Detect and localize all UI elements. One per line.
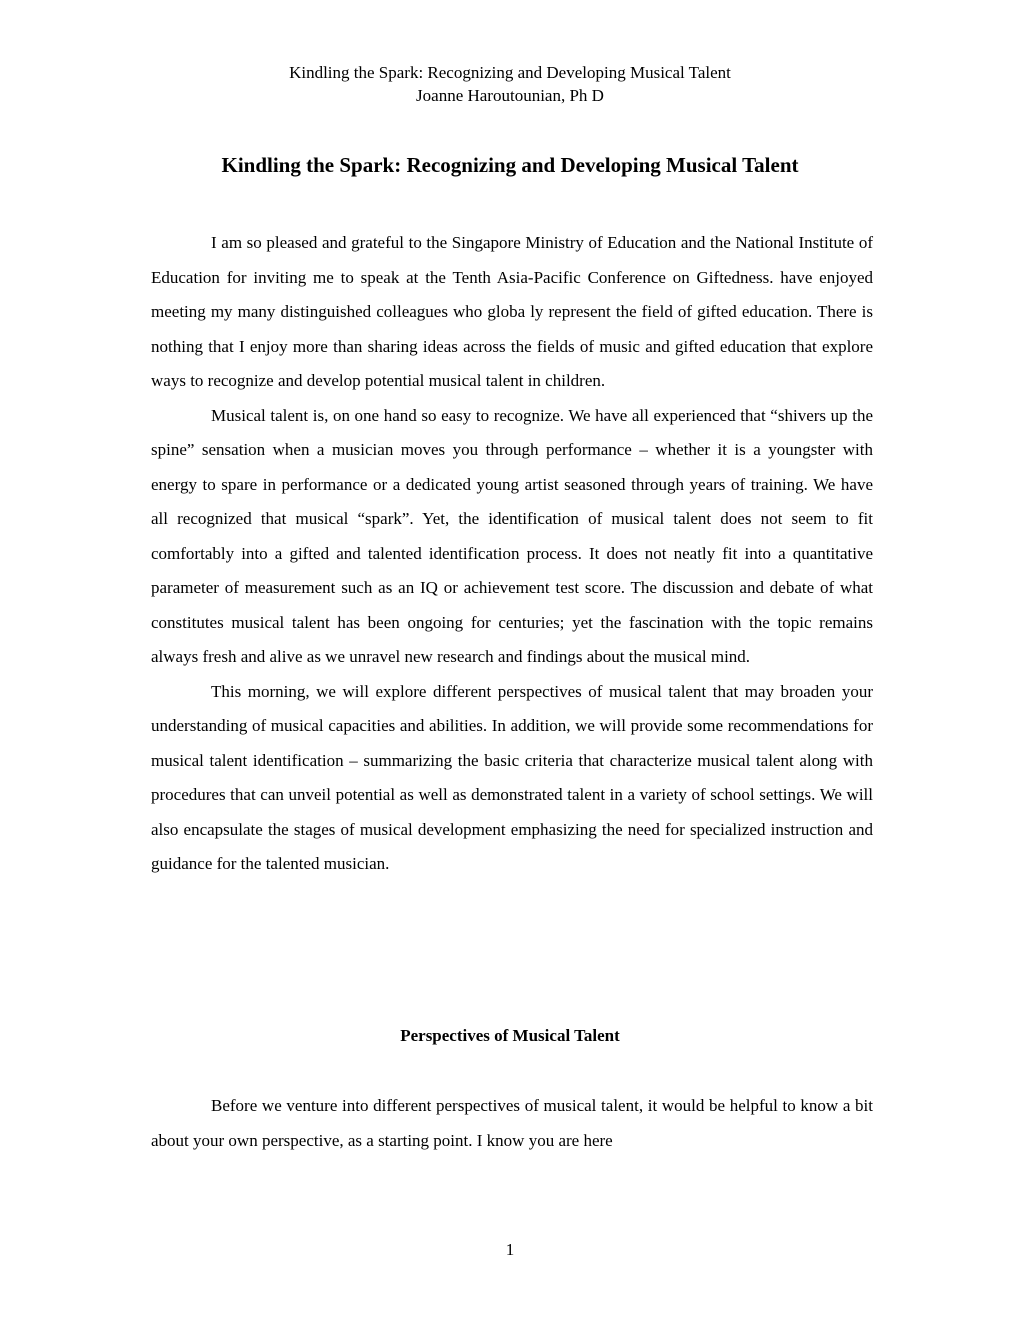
running-head-author: Joanne Haroutounian, Ph D — [416, 86, 604, 105]
running-head-title: Kindling the Spark: Recognizing and Developing Musical Talent — [289, 63, 731, 82]
paragraph-musical-talent: Musical talent is, on one hand so easy to recognize. We have all experienced that “shivers up the spine” sensation when a musician moves you through performance – whether it is a youngster with energy to spare in performance or a dedicated young artist seasoned through years of training. We have all recognized that musical “spark”. Yet, the identification of musical talent does not seem to fit comfortably into a gifted and talented identification process. It does not neatly fit into a quantitative parameter of measurement such as an IQ or achievement test score. The discussion and debate of what constitutes musical talent has been ongoing for centuries; yet the fascination with the topic remains always fresh and alive as we unravel new research and findings about the musical mind. — [151, 405, 873, 666]
paragraph-intro: I am so pleased and grateful to the Singapore Ministry of Education and the National Institute of Education for inviting me to speak at the Tenth Asia-Pacific Conference on Giftedness. have enjoyed meeting my many distinguished colleagues who globa ly represent the field of gifted education. There is nothing that I enjoy more than sharing ideas across the fields of music and gifted education that explore ways to recognize and develop potential musical talent in children. — [151, 233, 873, 390]
paragraph-this-morning: This morning, we will explore different perspectives of musical talent that may broaden your understanding of musical capacities and abilities. In addition, we will provide some recommendations for musical talent identification – summarizing the basic criteria that characterize musical talent along with procedures that can unveil potential as well as demonstrated talent in a variety of school settings. We will also encapsulate the stages of musical development emphasizing the need for specialized instruction and guidance for the talented musician. — [151, 681, 873, 873]
paragraph-before-we-venture: Before we venture into different perspectives of musical talent, it would be helpful to know a bit about your own perspective, as a starting point. I know you are here — [151, 1096, 873, 1150]
section-heading: Perspectives of Musical Talent — [400, 1026, 620, 1045]
document-title: Kindling the Spark: Recognizing and Developing Musical Talent — [221, 153, 799, 177]
intro-body — [151, 226, 873, 882]
section-body — [151, 1089, 873, 1158]
page-number: 1 — [505, 1240, 515, 1259]
